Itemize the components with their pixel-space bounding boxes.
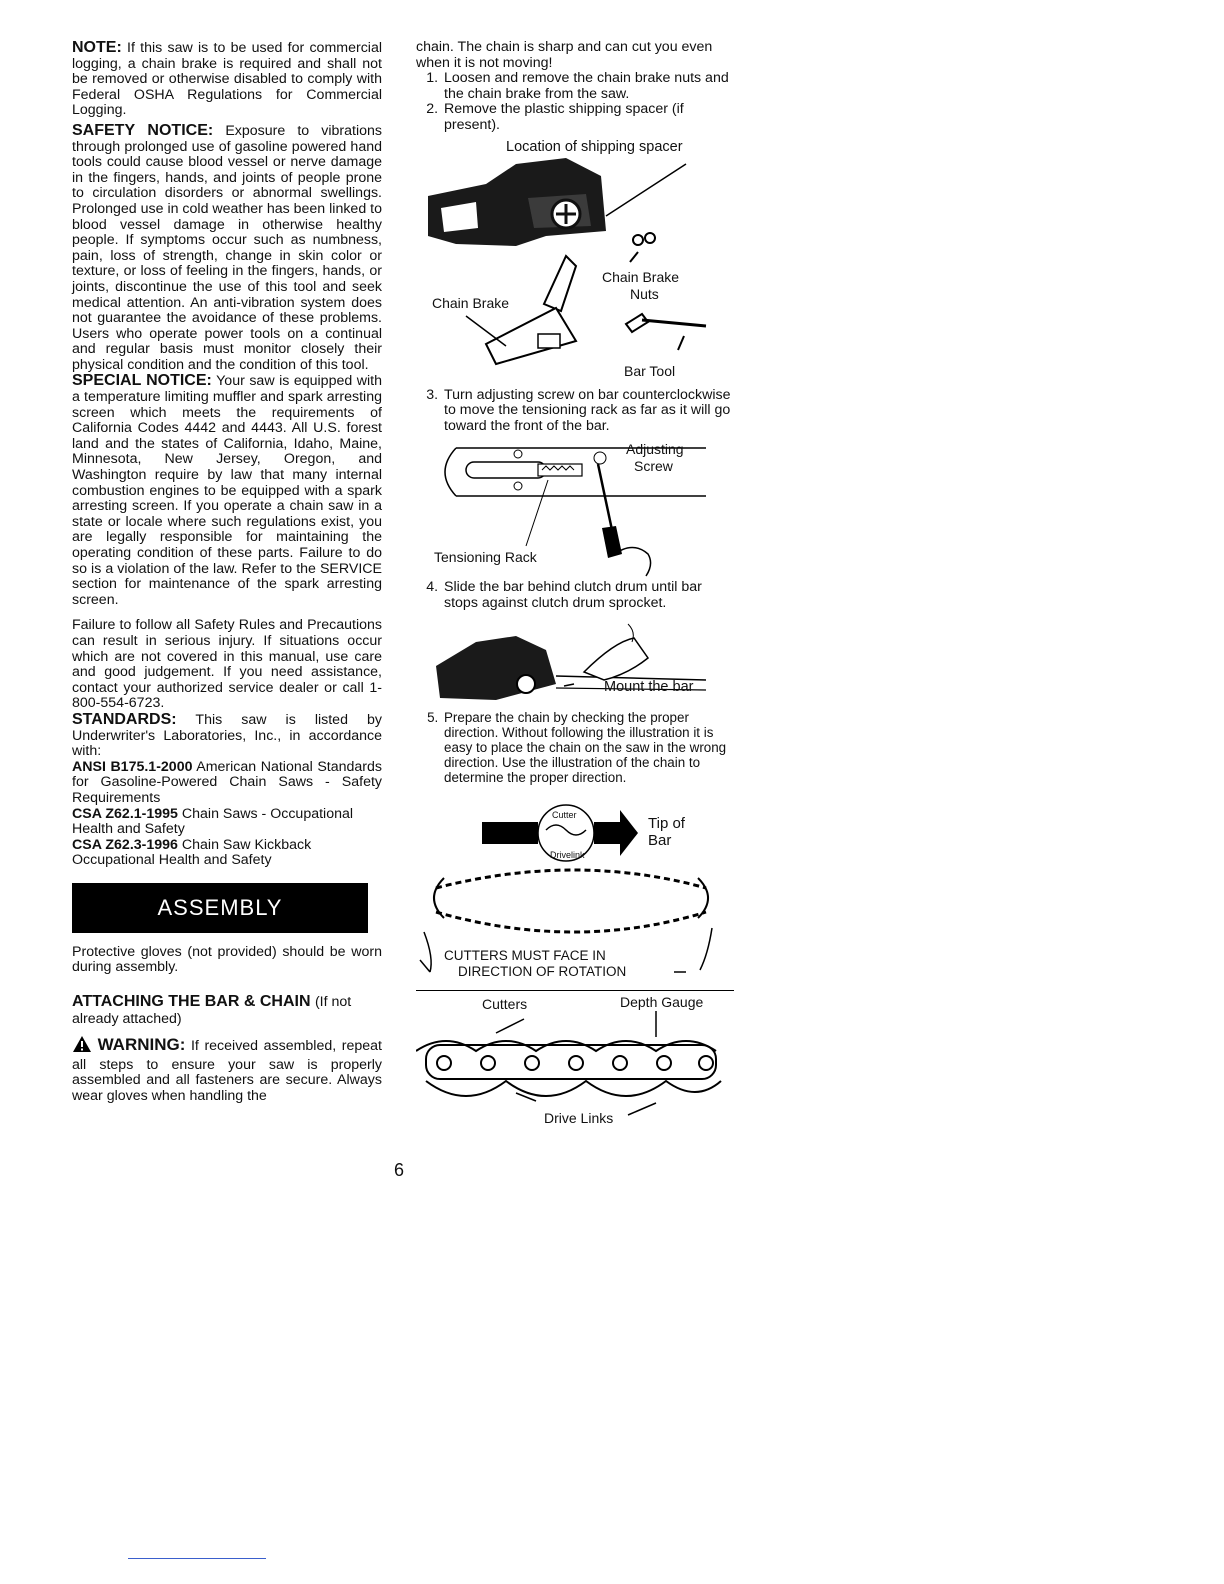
standard-csa-1: [72, 807, 382, 838]
standard-csa-2-code: CSA Z62.3-1996: [72, 836, 178, 853]
figure-chain-brake: [416, 136, 734, 386]
figure-mount-bar: [416, 614, 734, 708]
failure-paragraph: Failure to follow all Safety Rules and Precautions can result in serious injury. If situations occur which are not covered in this manual, use care and good judgement. If you need assistance, contact your authorized service dealer or call 1-800-554-6723.: [72, 617, 382, 712]
fig2-adjusting-label-2: Screw: [634, 458, 673, 475]
warning-icon: [72, 1035, 92, 1058]
steps-list-c: [416, 580, 734, 611]
fig4-tip-label-2: Bar: [648, 831, 672, 849]
standard-csa-1-text: Chain Saws - Occupational Health and Safety: [72, 805, 354, 838]
assembly-banner: ASSEMBLY: [72, 883, 368, 933]
standard-csa-2-text: Chain Saw Kickback Occupational Health and Safety: [72, 836, 312, 869]
fig5-drive-label: Drive Links: [544, 1109, 614, 1126]
fig1-nuts-label-2: Nuts: [630, 285, 659, 302]
note-paragraph: [72, 40, 382, 119]
fig1-bar-tool-label: Bar Tool: [624, 362, 676, 379]
step-2: 2. Remove the plastic shipping spacer (if present).: [442, 102, 734, 133]
standard-csa-1-code: CSA Z62.1-1995: [72, 805, 178, 822]
standard-csa-2: [72, 838, 382, 869]
safety-notice-paragraph: [72, 123, 382, 374]
fig1-location-label: Location of shipping spacer: [506, 138, 683, 155]
attach-heading-title: ATTACHING THE BAR & CHAIN: [72, 993, 311, 1011]
steps-list-a: [416, 71, 734, 133]
fig1-chain-brake-label: Chain Brake: [432, 294, 510, 311]
footer-line: [128, 1558, 266, 1559]
fig4-caption-2: DIRECTION OF ROTATION: [458, 963, 627, 979]
fig2-tensioning-label: Tensioning Rack: [434, 549, 537, 566]
right-column: [416, 40, 734, 1143]
fig4-caption-1: CUTTERS MUST FACE IN: [444, 947, 606, 963]
standard-ansi: [72, 760, 382, 807]
figure-chain-direction: [416, 788, 734, 984]
safety-notice-heading: SAFETY NOTICE:: [72, 121, 214, 139]
standard-ansi-code: ANSI B175.1-2000: [72, 758, 193, 775]
step-4: 4. Slide the bar behind clutch drum until bar stops against clutch drum sprocket.: [442, 580, 734, 611]
fig2-adjusting-label-1: Adjusting: [626, 441, 684, 458]
figure-tensioning: [416, 436, 734, 578]
note-text: If this saw is to be used for commercial logging, a chain brake is required and shall not be removed or otherwise disabled to comply with Federal OSHA Regulations for Commercial Logging.: [72, 40, 382, 119]
steps-list-d: [416, 710, 734, 786]
fig5-cutters-label: Cutters: [482, 995, 528, 1012]
standards-text: This saw is listed by Underwriter's Laboratories, Inc., in accordance with:: [72, 711, 383, 760]
special-notice-heading: SPECIAL NOTICE:: [72, 372, 212, 390]
special-notice-text: Your saw is equipped with a temperature limiting muffler and spark arresting screen which meets the requirements of California Codes 4442 and 4443. All U.S. forest land and the states of California, Idaho, Maine, Minnesota, New Jersey, Oregon, and Washington require by law that many internal combustion engines to be equipped with a spark arresting screen. If you operate a chain saw in a state or locale where such regulations exist, you are legally responsible for maintaining the operating condition of these parts. Failure to do so is a violation of the law. Refer to the SERVICE section for maintenance of the spark arresting screen.: [72, 373, 382, 608]
attach-heading-sub: (If not already attached): [72, 994, 352, 1027]
attach-heading: [72, 994, 382, 1027]
fig3-mount-label: Mount the bar: [604, 678, 694, 695]
fig4-tip-label-1: Tip of: [648, 814, 685, 832]
fig1-illustration: [416, 136, 734, 386]
figure-chain-parts: [416, 990, 734, 1141]
safety-notice-text: Exposure to vibrations through prolonged use of gasoline powered hand tools could cause blood vessel or nerve damage in the fingers, hands, and joints of people prone to circulation disorders or abnormal swellings. Prolonged use in cold weather has been linked to blood vessel damage in otherwise healthy people. If symptoms occur such as numbness, pain, loss of strength, change in skin color or texture, or loss of feeling in the fingers, hands, or joints, discontinue the use of this tool and seek medical attention. An anti-vibration system does not guarantee the avoidance of these problems. Users who operate power tools on a continual and regular basis must monitor closely their physical condition and the condition of this tool.: [72, 122, 382, 373]
fig5-depth-label: Depth Gauge: [620, 993, 704, 1010]
step-3: 3. Turn adjusting screw on bar counterclockwise to move the tensioning rack as far as it will go toward the front of the bar.: [442, 388, 734, 435]
step-1: 1. Loosen and remove the chain brake nuts and the chain brake from the saw.: [442, 71, 734, 102]
gloves-paragraph: Protective gloves (not provided) should be worn during assembly.: [72, 943, 382, 976]
fig1-nuts-label-1: Chain Brake: [602, 268, 680, 285]
standards-heading: STANDARDS:: [72, 710, 177, 728]
fig4-cutter-label: Cutter: [552, 809, 577, 820]
steps-list-b: [416, 388, 734, 435]
special-notice-paragraph: [72, 373, 382, 608]
standard-ansi-text: American National Standards for Gasoline-Powered Chain Saws - Safety Requirements: [72, 758, 382, 806]
continued-paragraph: chain. The chain is sharp and can cut you even when it is not moving!: [416, 39, 713, 71]
fig4-drivelink-label: Drivelink: [550, 849, 585, 860]
page-number: 6: [394, 1160, 405, 1180]
standards-paragraph: [72, 712, 382, 760]
warning-text: If received assembled, repeat all steps to ensure your saw is properly assembled and all fasteners are secure. Always wear gloves when handling the: [72, 1038, 382, 1105]
warning-heading: WARNING:: [97, 1035, 186, 1055]
note-heading: NOTE:: [72, 39, 122, 56]
step-5: 5. Prepare the chain by checking the proper direction. Without following the illustration it is easy to place the chain on the saw in the wrong direction. Use the illustration of the chain to determine the proper direction.: [442, 710, 734, 786]
left-column: [72, 40, 382, 1105]
warning-paragraph: [72, 1035, 382, 1104]
